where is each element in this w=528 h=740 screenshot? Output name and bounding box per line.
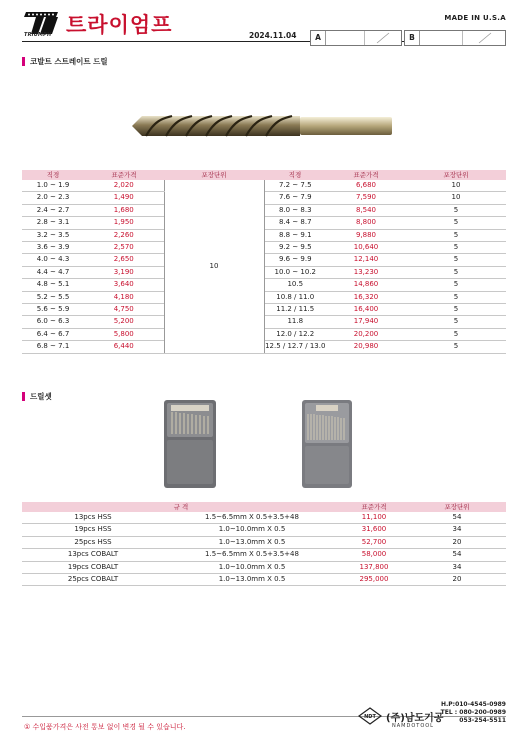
cell-diameter: 3.6 ~ 3.9 [22,242,84,254]
cell-diameter: 8.0 ~ 8.3 [264,204,326,216]
cell-price: 13,230 [326,266,406,278]
cell-diameter: 4.0 ~ 4.3 [22,254,84,266]
cell-unit: 5 [406,266,506,278]
cell-diameter: 7.6 ~ 7.9 [264,192,326,204]
table-row [22,574,506,586]
cell-price: 4,750 [84,304,164,316]
table-row [22,536,506,548]
box-a-label: A [311,31,326,45]
cell-diameter: 12.0 / 12.2 [264,328,326,340]
cell-price: 2,570 [84,242,164,254]
cell-diameter: 5.6 ~ 5.9 [22,304,84,316]
cell-price: 2,020 [84,180,164,192]
cell-diameter: 6.4 ~ 6.7 [22,328,84,340]
table-row [22,512,506,524]
cell-price: 3,640 [84,279,164,291]
table-row [22,266,506,278]
cell-price: 295,000 [340,574,408,586]
section-title-drill-set [22,391,52,402]
cell-diameter: 11.2 / 11.5 [264,304,326,316]
cell-unit-merged: 10 [164,180,264,353]
contact-phone: 053-254-5511 [459,717,506,724]
table-row [22,341,506,353]
cell-unit: 20 [408,536,506,548]
table-header-row [22,170,506,180]
cell-price: 10,640 [326,242,406,254]
cell-price: 1,490 [84,192,164,204]
cell-price: 20,980 [326,341,406,353]
cell-set-name: 25pcs HSS [22,536,164,548]
cell-price: 6,680 [326,180,406,192]
table-row [22,217,506,229]
cell-diameter: 12.5 / 12.7 / 13.0 [264,341,326,353]
cell-diameter: 9.2 ~ 9.5 [264,242,326,254]
cell-set-name: 19pcs HSS [22,524,164,536]
table-row [22,192,506,204]
cell-price: 16,320 [326,291,406,303]
cell-price: 3,190 [84,266,164,278]
table-row [22,180,506,192]
table-row [22,316,506,328]
cell-diameter: 5.2 ~ 5.5 [22,291,84,303]
cell-diameter: 7.2 ~ 7.5 [264,180,326,192]
cell-spec: 1.0~13.0mm X 0.5 [164,574,340,586]
cell-unit: 5 [406,242,506,254]
cell-unit: 20 [408,574,506,586]
box-b [404,30,506,46]
cobalt-drill-table [22,170,506,354]
cell-unit: 5 [406,328,506,340]
col-header-unit: 포장단위 [406,170,506,180]
cell-diameter: 10.8 / 11.0 [264,291,326,303]
cell-price: 17,940 [326,316,406,328]
cell-diameter: 8.4 ~ 8.7 [264,217,326,229]
cell-unit: 5 [406,254,506,266]
cell-price: 137,800 [340,561,408,573]
section-marker [22,392,25,401]
table-row [22,229,506,241]
cell-set-name: 19pcs COBALT [22,561,164,573]
table-row [22,328,506,340]
cell-set-name: 25pcs COBALT [22,574,164,586]
cell-unit: 5 [406,316,506,328]
box-b-cell-slash [463,31,505,45]
cell-spec: 1.0~10.0mm X 0.5 [164,524,340,536]
cell-unit: 5 [406,279,506,291]
cell-unit: 5 [406,229,506,241]
section-title-text: 드릴셋 [30,392,52,401]
col-header-diameter: 직경 [264,170,326,180]
box-b-cell [420,31,463,45]
contact-info [441,701,506,725]
cell-price: 2,260 [84,229,164,241]
table-header-row [22,502,506,512]
col-header-unit: 포장단위 [408,502,506,512]
section-title-cobalt [22,56,108,67]
cell-unit: 54 [408,549,506,561]
brand-title: 트라이엄프 [66,13,173,37]
cell-unit: 5 [406,291,506,303]
cell-diameter: 9.6 ~ 9.9 [264,254,326,266]
company-name: (주)남도기공 [386,713,444,724]
cell-spec: 1.5~6.5mm X 0.5+3.5+48 [164,512,340,524]
drill-set-table [22,502,506,586]
cell-unit: 10 [406,180,506,192]
company-name-en: NAMDOTOOL [392,723,434,729]
company-logo-icon [358,707,382,725]
cell-price: 5,200 [84,316,164,328]
cell-unit: 54 [408,512,506,524]
cell-diameter: 10.0 ~ 10.2 [264,266,326,278]
box-a-cell-slash [365,31,401,45]
logo-text: TRIUMPH [24,32,52,38]
cell-spec: 1.0~10.0mm X 0.5 [164,561,340,573]
cell-price: 52,700 [340,536,408,548]
col-header-spec: 규 격 [22,502,340,512]
date-label: 2024.11.04 [249,31,297,40]
cell-price: 1,680 [84,204,164,216]
cell-price: 16,400 [326,304,406,316]
cell-unit: 5 [406,204,506,216]
cell-price: 4,180 [84,291,164,303]
col-header-price: 표준가격 [326,170,406,180]
cell-spec: 1.5~6.5mm X 0.5+3.5+48 [164,549,340,561]
col-header-diameter: 직경 [22,170,84,180]
cell-price: 8,800 [326,217,406,229]
cell-price: 1,950 [84,217,164,229]
cell-diameter: 4.4 ~ 4.7 [22,266,84,278]
table-row [22,561,506,573]
svg-text:NDT: NDT [364,714,376,720]
table-row [22,549,506,561]
cell-set-name: 13pcs HSS [22,512,164,524]
cell-price: 31,600 [340,524,408,536]
contact-mobile: H.P:010-4545-0989 [440,701,506,708]
cell-unit: 5 [406,217,506,229]
cell-diameter: 1.0 ~ 1.9 [22,180,84,192]
table-row [22,254,506,266]
section-marker [22,57,25,66]
cell-diameter: 3.2 ~ 3.5 [22,229,84,241]
cell-diameter: 11.8 [264,316,326,328]
cell-price: 2,650 [84,254,164,266]
section-title-text: 코발트 스트레이트 드릴 [30,57,108,66]
box-a [310,30,402,46]
cell-price: 9,880 [326,229,406,241]
cell-unit: 5 [406,304,506,316]
cell-unit: 10 [406,192,506,204]
made-in-label: MADE IN U.S.A [444,14,506,22]
cell-diameter: 2.4 ~ 2.7 [22,204,84,216]
cell-price: 8,540 [326,204,406,216]
box-a-cell [326,31,365,45]
table-row [22,304,506,316]
cell-diameter: 2.0 ~ 2.3 [22,192,84,204]
cell-diameter: 4.8 ~ 5.1 [22,279,84,291]
cell-set-name: 13pcs COBALT [22,549,164,561]
drill-set-photo-25pcs [300,398,354,490]
cell-diameter: 8.8 ~ 9.1 [264,229,326,241]
col-header-unit: 포장단위 [164,170,264,180]
table-row [22,204,506,216]
cell-price: 12,140 [326,254,406,266]
cell-price: 20,200 [326,328,406,340]
table-row [22,291,506,303]
cell-price: 5,800 [84,328,164,340]
cell-unit: 5 [406,341,506,353]
table-row [22,279,506,291]
drill-set-photo-13pcs [162,398,218,490]
contact-tel: TEL : 080-200-0989 [440,709,506,716]
col-header-price: 표준가격 [84,170,164,180]
cell-price: 14,860 [326,279,406,291]
cell-unit: 34 [408,524,506,536]
price-notice: ① 수입품가격은 사전 통보 없이 변경 될 수 있습니다. [24,723,186,731]
cell-diameter: 6.0 ~ 6.3 [22,316,84,328]
cell-spec: 1.0~13.0mm X 0.5 [164,536,340,548]
box-b-label: B [405,31,420,45]
cell-price: 7,590 [326,192,406,204]
cell-diameter: 2.8 ~ 3.1 [22,217,84,229]
col-header-price: 표준가격 [340,502,408,512]
cell-unit: 34 [408,561,506,573]
cell-diameter: 10.5 [264,279,326,291]
cell-price: 11,100 [340,512,408,524]
cell-diameter: 6.8 ~ 7.1 [22,341,84,353]
table-row [22,242,506,254]
table-row [22,524,506,536]
drill-bit-image [132,108,394,144]
cell-price: 6,440 [84,341,164,353]
cell-price: 58,000 [340,549,408,561]
